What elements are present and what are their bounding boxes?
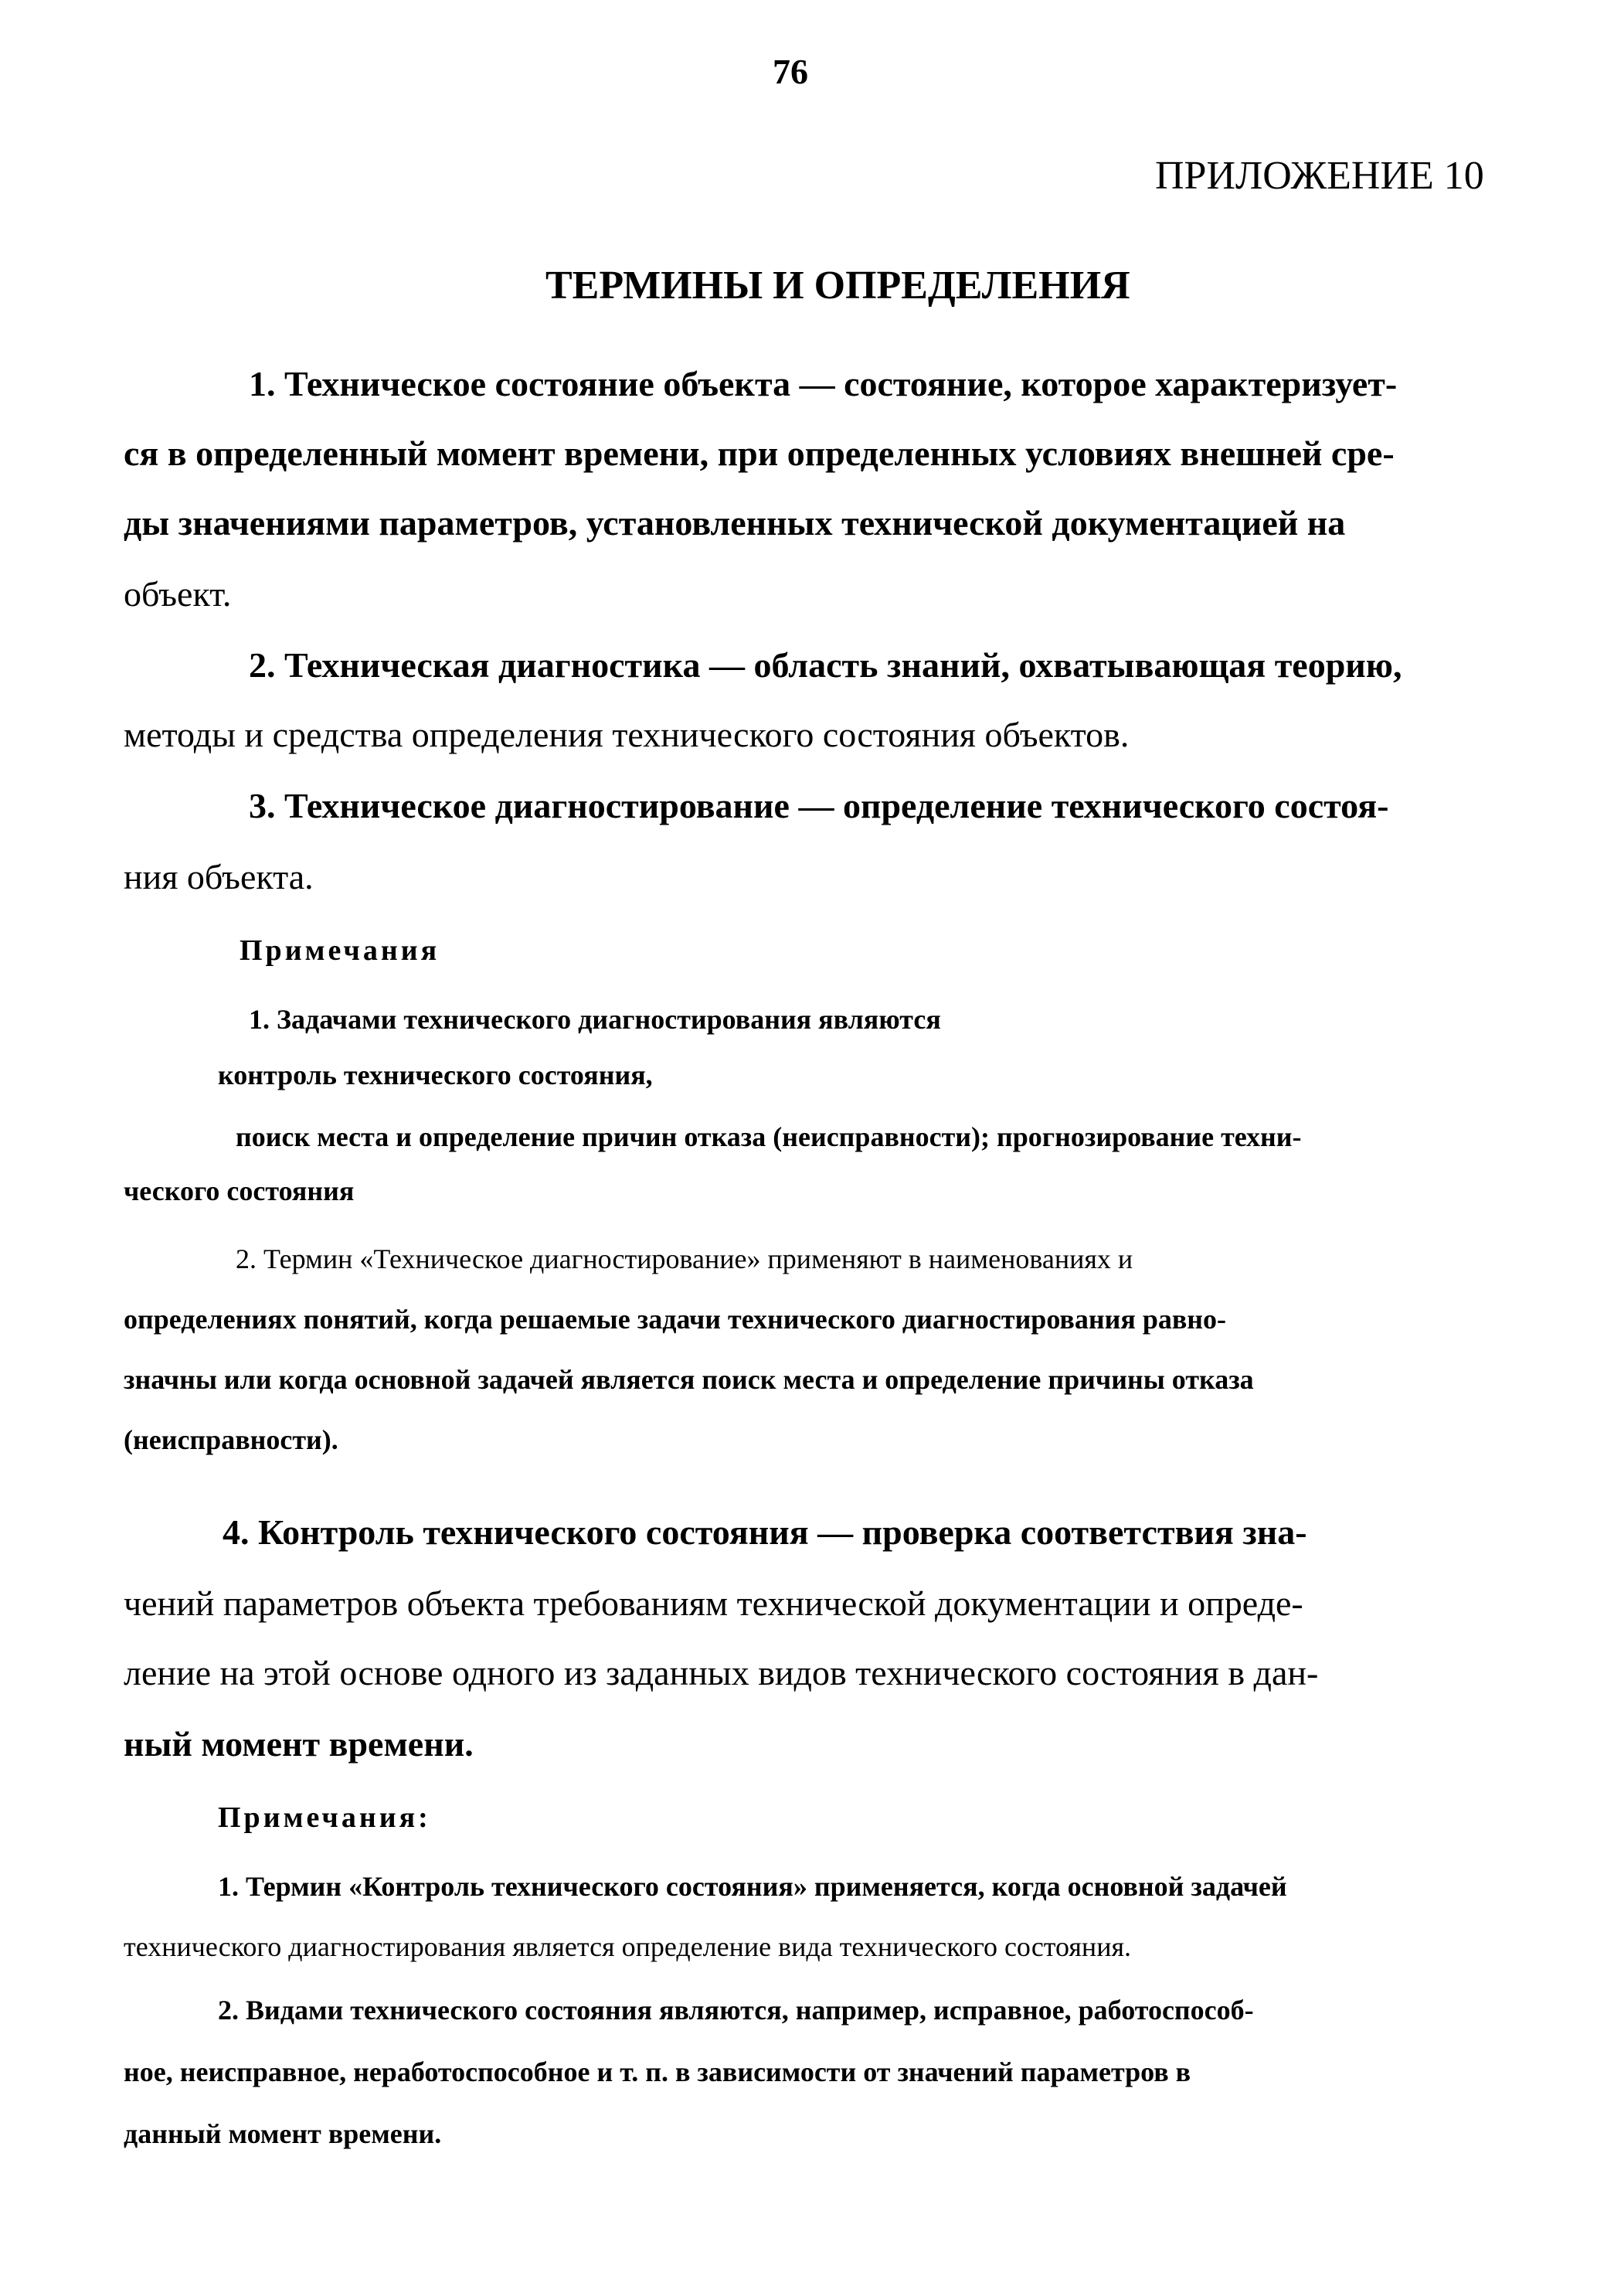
notes-2-line-2: технического диагностирования является определение вида технического состояния.	[124, 1931, 1132, 1962]
page-title: ТЕРМИНЫ И ОПРЕДЕЛЕНИЯ	[545, 264, 1130, 308]
definition-2-line-2: методы и средства определения технического состояния объектов.	[124, 715, 1130, 754]
definition-1-line-4: объект.	[124, 574, 232, 614]
notes-2-line-4: ное, неисправное, неработоспособное и т. п. в зависимости от значений параметров в	[124, 2056, 1191, 2087]
notes-1-line-3: поиск места и определение причин отказа (неисправности); прогнозирование техни-	[236, 1121, 1302, 1152]
definition-1-line-2: ся в определенный момент времени, при определенных условиях внешней сре-	[124, 434, 1395, 473]
notes-1-line-2: контроль технического состояния,	[218, 1060, 653, 1090]
definition-1-line-3: ды значениями параметров, установленных технической документацией на	[124, 503, 1346, 543]
notes-1-line-5: 2. Термин «Техническое диагностирование» применяют в наименованиях и	[236, 1243, 1133, 1274]
notes-1-line-6: определениях понятий, когда решаемые задачи технического диагностирования равно-	[124, 1304, 1227, 1335]
appendix-label: ПРИЛОЖЕНИЕ 10	[1155, 154, 1484, 198]
notes-1-heading: Примечания	[240, 934, 440, 967]
notes-2-line-3: 2. Видами технического состояния являются, например, исправное, работоспособ-	[218, 1995, 1254, 2026]
page-number: 76	[773, 52, 808, 91]
definition-4-line-1: 4. Контроль технического состояния — проверка соответствия зна-	[223, 1512, 1307, 1552]
definition-4-line-3: ление на этой основе одного из заданных видов технического состояния в дан-	[124, 1653, 1319, 1692]
definition-3-line-2: ния объекта.	[124, 857, 314, 896]
definition-4-line-4: ный момент времени.	[124, 1724, 474, 1764]
definition-1-line-1: 1. Техническое состояние объекта — состояние, которое характеризует-	[249, 364, 1398, 403]
notes-1-line-4: ческого состояния	[124, 1175, 355, 1206]
definition-4-line-2: чений параметров объекта требованиям технической документации и опреде-	[124, 1583, 1303, 1623]
notes-1-line-1: 1. Задачами технического диагностирования являются	[249, 1004, 941, 1035]
definition-3-line-1: 3. Техническое диагностирование — определение технического состоя-	[249, 786, 1389, 825]
notes-1-line-7: значны или когда основной задачей является поиск места и определение причины отказа	[124, 1364, 1254, 1395]
notes-2-heading: Примечания:	[218, 1801, 431, 1834]
notes-1-line-8: (неисправности).	[124, 1424, 338, 1455]
definition-2-line-1: 2. Техническая диагностика — область знаний, охватывающая теорию,	[249, 645, 1402, 685]
notes-2-line-1: 1. Термин «Контроль технического состояния» применяется, когда основной задачей	[218, 1871, 1287, 1902]
notes-2-line-5: данный момент времени.	[124, 2118, 442, 2149]
